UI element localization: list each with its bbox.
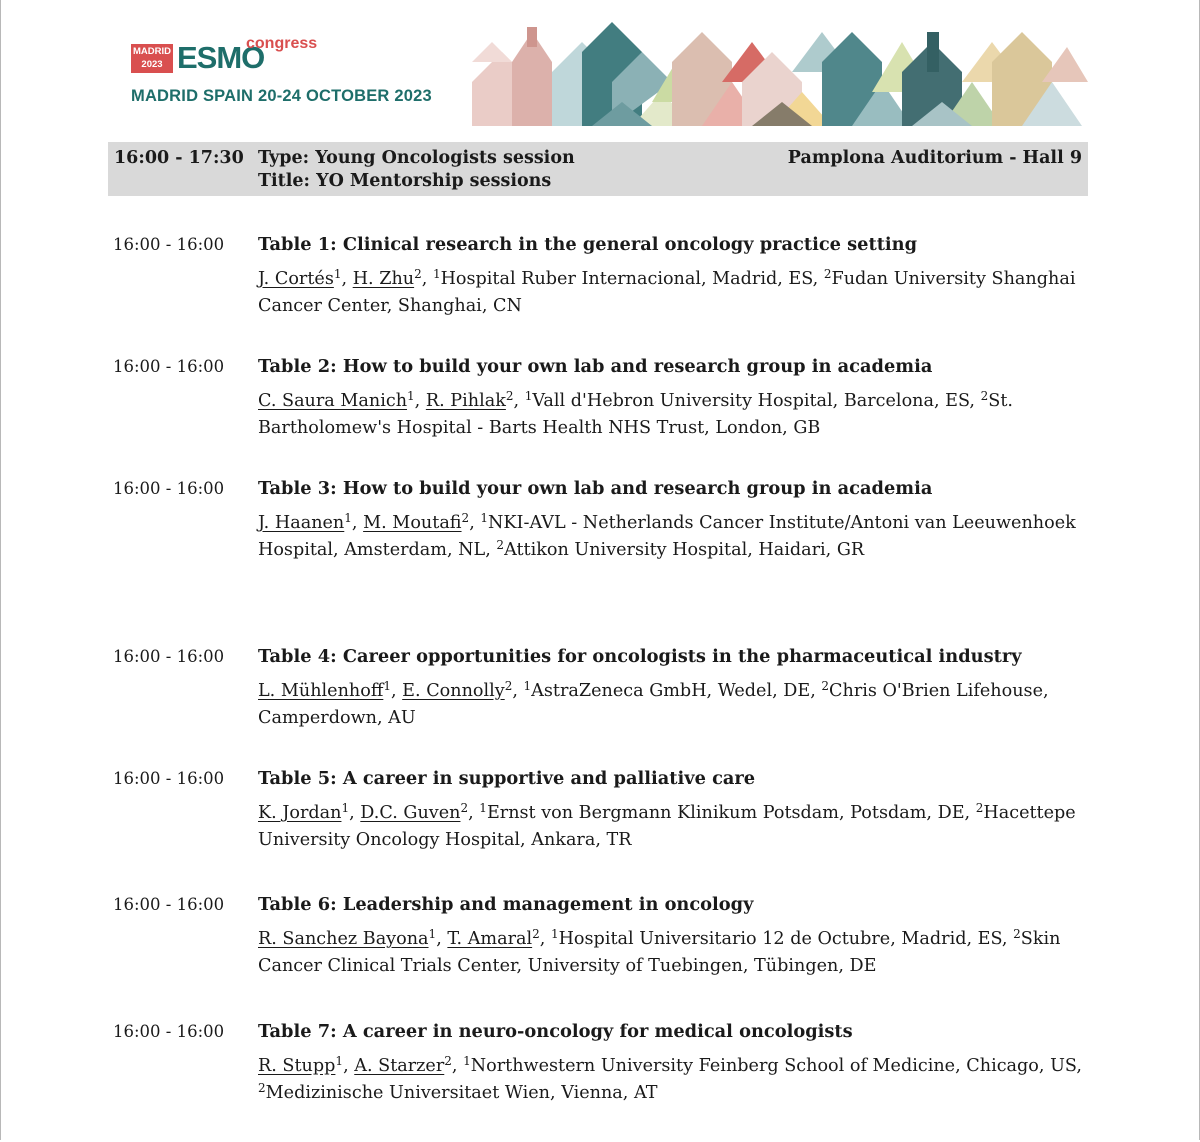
- entry-authors: R. Sanchez Bayona$^1$, T. Amaral$^2$, $^1$Hospital Universitario 12 de Octubre, Madrid, ES, $^2$Skin Cancer Clinical Trials Center, University of Tuebingen, Tübingen, DE: [258, 927, 1061, 976]
- author-link[interactable]: T. Amaral: [447, 929, 533, 949]
- affiliation-2: Attikon University Hospital, Haidari, GR: [504, 540, 865, 560]
- affiliation-2: Hacettepe University Oncology Hospital, Ankara, TR: [258, 803, 1076, 850]
- session-room: Pamplona Auditorium - Hall 9: [787, 148, 1082, 168]
- affiliation-2: Chris O'Brien Lifehouse, Camperdown, AU: [258, 681, 1049, 728]
- entry-title: Table 7: A career in neuro-oncology for medical oncologists: [258, 1021, 853, 1042]
- affiliation-1: Hospital Universitario 12 de Octubre, Madrid, ES,: [558, 929, 1014, 949]
- entry-time: 16:00 - 16:00: [113, 357, 225, 376]
- entry-time: 16:00 - 16:00: [113, 479, 225, 498]
- author-link[interactable]: H. Zhu: [352, 269, 415, 289]
- affiliation-1: Ernst von Bergmann Klinikum Potsdam, Potsdam, DE,: [486, 803, 976, 823]
- author-link[interactable]: J. Cortés: [258, 269, 334, 289]
- author-link[interactable]: R. Stupp: [258, 1056, 336, 1076]
- affiliation-2: Skin Cancer Clinical Trials Center, University of Tuebingen, Tübingen, DE: [258, 929, 1061, 976]
- entry-authors: C. Saura Manich$^1$, R. Pihlak$^2$, $^1$Vall d'Hebron University Hospital, Barcelona, ES, $^2$St. Bartholomew's Hospital - Barts Health NHS Trust, London, GB: [258, 389, 1013, 438]
- author-link[interactable]: J. Haanen: [258, 513, 345, 533]
- entry-authors: L. Mühlenhoff$^1$, E. Connolly$^2$, $^1$AstraZeneca GmbH, Wedel, DE, $^2$Chris O'Brien Lifehouse, Camperdown, AU: [258, 679, 1049, 728]
- entry-time: 16:00 - 16:00: [113, 647, 225, 666]
- congress-location-dates: MADRID SPAIN 20-24 OCTOBER 2023: [131, 87, 432, 105]
- session-type: Type: Young Oncologists session: [258, 148, 575, 168]
- entry-title: Table 4: Career opportunities for oncologists in the pharmaceutical industry: [258, 646, 1022, 667]
- esmo-congress-logo: [131, 35, 432, 106]
- author-link[interactable]: K. Jordan: [258, 803, 342, 823]
- author-link[interactable]: A. Starzer: [354, 1056, 445, 1076]
- logo-suffix: congress: [246, 35, 318, 52]
- author-link[interactable]: L. Mühlenhoff: [258, 681, 384, 701]
- entry-title: Table 6: Leadership and management in oncology: [258, 894, 754, 915]
- entry-authors: K. Jordan$^1$, D.C. Guven$^2$, $^1$Ernst von Bergmann Klinikum Potsdam, Potsdam, DE, $^2$Hacettepe University Oncology Hospital, Ankara, TR: [258, 801, 1076, 850]
- entry-title: Table 5: A career in supportive and palliative care: [258, 768, 756, 789]
- affiliation-2: Fudan University Shanghai Cancer Center, Shanghai, CN: [258, 269, 1076, 316]
- author-link[interactable]: E. Connolly: [402, 681, 505, 701]
- affiliation-2: Medizinische Universitaet Wien, Vienna, AT: [265, 1083, 658, 1103]
- entry-title: Table 1: Clinical research in the general oncology practice setting: [258, 234, 918, 255]
- affiliation-1: NKI-AVL - Netherlands Cancer Institute/Antoni van Leeuwenhoek Hospital, Amsterdam, NL,: [258, 513, 1076, 560]
- session-title: Title: YO Mentorship sessions: [258, 171, 552, 191]
- entry-time: 16:00 - 16:00: [113, 1022, 225, 1041]
- affiliation-1: Vall d'Hebron University Hospital, Barcelona, ES,: [532, 391, 981, 411]
- affiliation-1: AstraZeneca GmbH, Wedel, DE,: [531, 681, 822, 701]
- entry-time: 16:00 - 16:00: [113, 895, 225, 914]
- entry-title: Table 2: How to build your own lab and research group in academia: [258, 356, 933, 377]
- entry-authors: J. Haanen$^1$, M. Moutafi$^2$, $^1$NKI-AVL - Netherlands Cancer Institute/Antoni van Leeuwenhoek Hospital, Amsterdam, NL, $^2$Attikon University Hospital, Haidari, GR: [258, 511, 1076, 560]
- author-link[interactable]: R. Sanchez Bayona: [258, 929, 429, 949]
- entry-time: 16:00 - 16:00: [113, 769, 225, 788]
- logo-brand: ESMO: [177, 40, 265, 75]
- author-link[interactable]: D.C. Guven: [360, 803, 461, 823]
- session-time: 16:00 - 17:30: [114, 148, 244, 168]
- author-link[interactable]: M. Moutafi: [363, 513, 462, 533]
- entry-authors: R. Stupp$^1$, A. Starzer$^2$, $^1$Northwestern University Feinberg School of Medicine, Chicago, US, $^2$Medizinische Universitaet Wien, Vienna, AT: [258, 1054, 1082, 1103]
- session-header: [108, 142, 1088, 196]
- entry-time: 16:00 - 16:00: [113, 235, 225, 254]
- madrid-skyline-banner: [472, 22, 1088, 126]
- entry-authors: J. Cortés$^1$, H. Zhu$^2$, $^1$Hospital Ruber Internacional, Madrid, ES, $^2$Fudan University Shanghai Cancer Center, Shanghai, CN: [258, 267, 1076, 316]
- entry-title: Table 3: How to build your own lab and research group in academia: [258, 478, 933, 499]
- badge-city: MADRID: [133, 46, 171, 57]
- badge-year: 2023: [141, 59, 163, 70]
- author-link[interactable]: C. Saura Manich: [258, 391, 408, 411]
- affiliation-1: Northwestern University Feinberg School of Medicine, Chicago, US,: [470, 1056, 1082, 1076]
- madrid-2023-badge: [131, 44, 173, 73]
- affiliation-1: Hospital Ruber Internacional, Madrid, ES,: [440, 269, 824, 289]
- affiliation-2: St. Bartholomew's Hospital - Barts Health NHS Trust, London, GB: [258, 391, 1013, 438]
- author-link[interactable]: R. Pihlak: [425, 391, 506, 411]
